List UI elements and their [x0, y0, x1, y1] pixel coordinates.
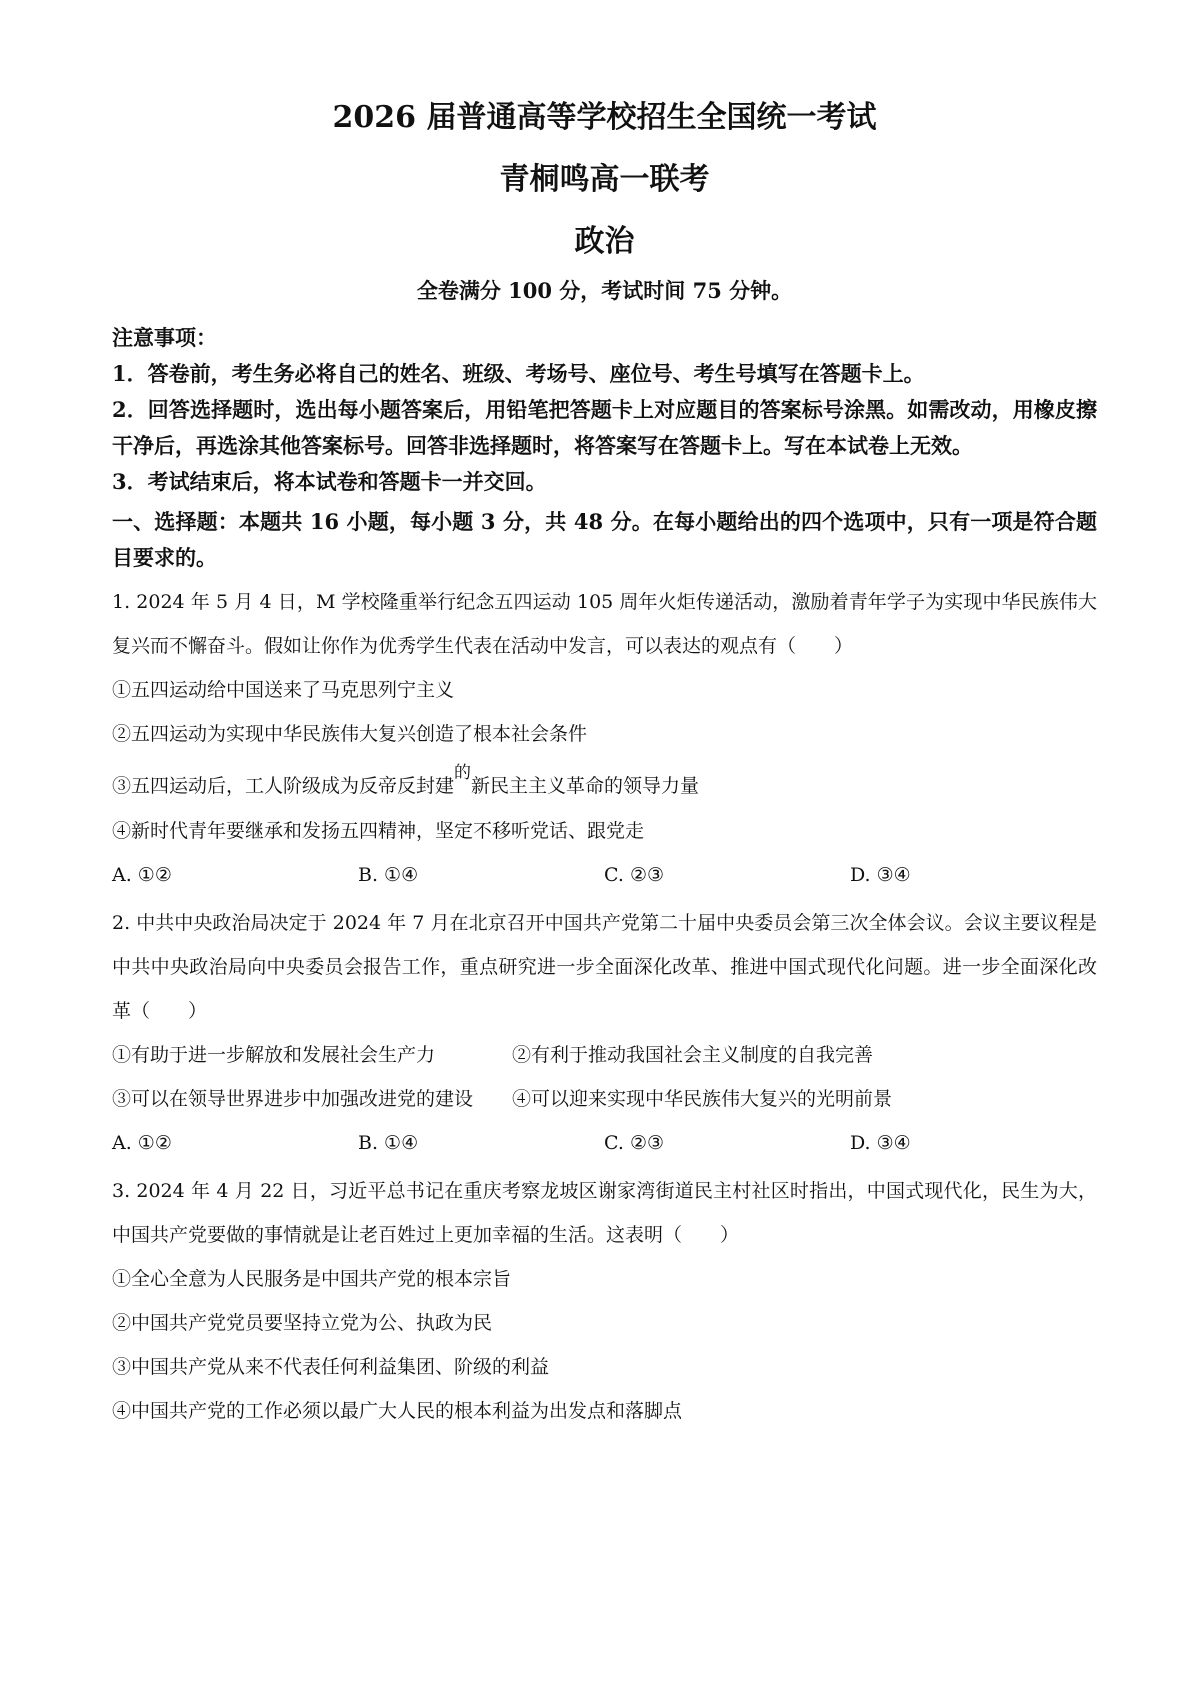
notes-block	[112, 320, 1097, 500]
notes-item: 3．考试结束后，将本试卷和答题卡一并交回。	[112, 469, 547, 494]
notes-item: 1．答卷前，考生务必将自己的姓名、班级、考场号、座位号、考生号填写在答题卡上。	[112, 361, 925, 386]
option-text-tail: 新民主主义革命的领导力量	[471, 775, 700, 797]
score-info: 全卷满分 100 分，考试时间 75 分钟。	[416, 278, 793, 303]
choice-d: D. ③④	[850, 1132, 911, 1154]
question-option: ③可以在领导世界进步中加强改进党的建设	[112, 1088, 474, 1110]
question-stem: 1. 2024 年 5 月 4 日，M 学校隆重举行纪念五四运动 105 周年火炬传递活动，激励着青年学子为实现中华民族伟大复兴而不懈奋斗。假如让你作为优秀学生代表在活动中发言，可以表达的观点有（ ）	[112, 591, 1097, 657]
answer-choices	[112, 853, 1097, 897]
question-option	[112, 764, 1097, 809]
choice-c: C. ②③	[604, 1132, 665, 1154]
question-1	[112, 580, 1097, 897]
question-option: ③中国共产党从来不代表任何利益集团、阶级的利益	[112, 1356, 550, 1378]
choice-b: B. ①④	[358, 1132, 419, 1154]
question-option: ①全心全意为人民服务是中国共产党的根本宗旨	[112, 1268, 512, 1290]
question-stem: 3. 2024 年 4 月 22 日，习近平总书记在重庆考察龙坡区谢家湾街道民主村社区时指出，中国式现代化，民生为大，中国共产党要做的事情就是让老百姓过上更加幸福的生活。这表明（ ）	[112, 1180, 1097, 1246]
question-option: ②有利于推动我国社会主义制度的自我完善	[512, 1044, 874, 1066]
answer-choices	[112, 1121, 1097, 1165]
choice-c: C. ②③	[604, 864, 665, 886]
section-heading: 一、选择题：本题共 16 小题，每小题 3 分，共 48 分。在每小题给出的四个选项中，只有一项是符合题目要求的。	[112, 509, 1097, 570]
question-2	[112, 901, 1097, 1165]
option-row	[112, 1033, 1097, 1077]
choice-d: D. ③④	[850, 864, 911, 886]
subject-title: 政治	[574, 224, 635, 259]
question-option: ②中国共产党党员要坚持立党为公、执政为民	[112, 1312, 493, 1334]
question-stem: 2. 中共中央政治局决定于 2024 年 7 月在北京召开中国共产党第二十届中央委员会第三次全体会议。会议主要议程是中共中央政治局向中央委员会报告工作，重点研究进一步全面深化改革、推进中国式现代化问题。进一步全面深化改革（ ）	[112, 912, 1097, 1022]
notes-heading: 注意事项：	[112, 325, 217, 350]
exam-title: 2026 届普通高等学校招生全国统一考试	[332, 100, 877, 135]
notes-item: 2．回答选择题时，选出每小题答案后，用铅笔把答题卡上对应题目的答案标号涂黑。如需改动，用橡皮擦干净后，再选涂其他答案标号。回答非选择题时，将答案写在答题卡上。写在本试卷上无效。	[112, 397, 1097, 458]
choice-a: A. ①②	[112, 1132, 172, 1154]
question-option: ④新时代青年要继承和发扬五四精神，坚定不移听党话、跟党走	[112, 820, 645, 842]
choice-b: B. ①④	[358, 864, 419, 886]
question-option: ④可以迎来实现中华民族伟大复兴的光明前景	[512, 1088, 893, 1110]
question-option: ①五四运动给中国送来了马克思列宁主义	[112, 679, 455, 701]
question-option: ①有助于进一步解放和发展社会生产力	[112, 1044, 436, 1066]
option-row	[112, 1077, 1097, 1121]
question-option: ②五四运动为实现中华民族伟大复兴创造了根本社会条件	[112, 723, 588, 745]
exam-page	[112, 98, 1097, 1433]
option-text: ③五四运动后，工人阶级成为反帝反封建	[112, 775, 455, 797]
question-3	[112, 1169, 1097, 1433]
choice-a: A. ①②	[112, 864, 172, 886]
exam-subtitle: 青桐鸣高一联考	[499, 162, 710, 197]
question-option: ④中国共产党的工作必须以最广大人民的根本利益为出发点和落脚点	[112, 1400, 683, 1422]
option-raised-char: 的	[454, 763, 472, 783]
